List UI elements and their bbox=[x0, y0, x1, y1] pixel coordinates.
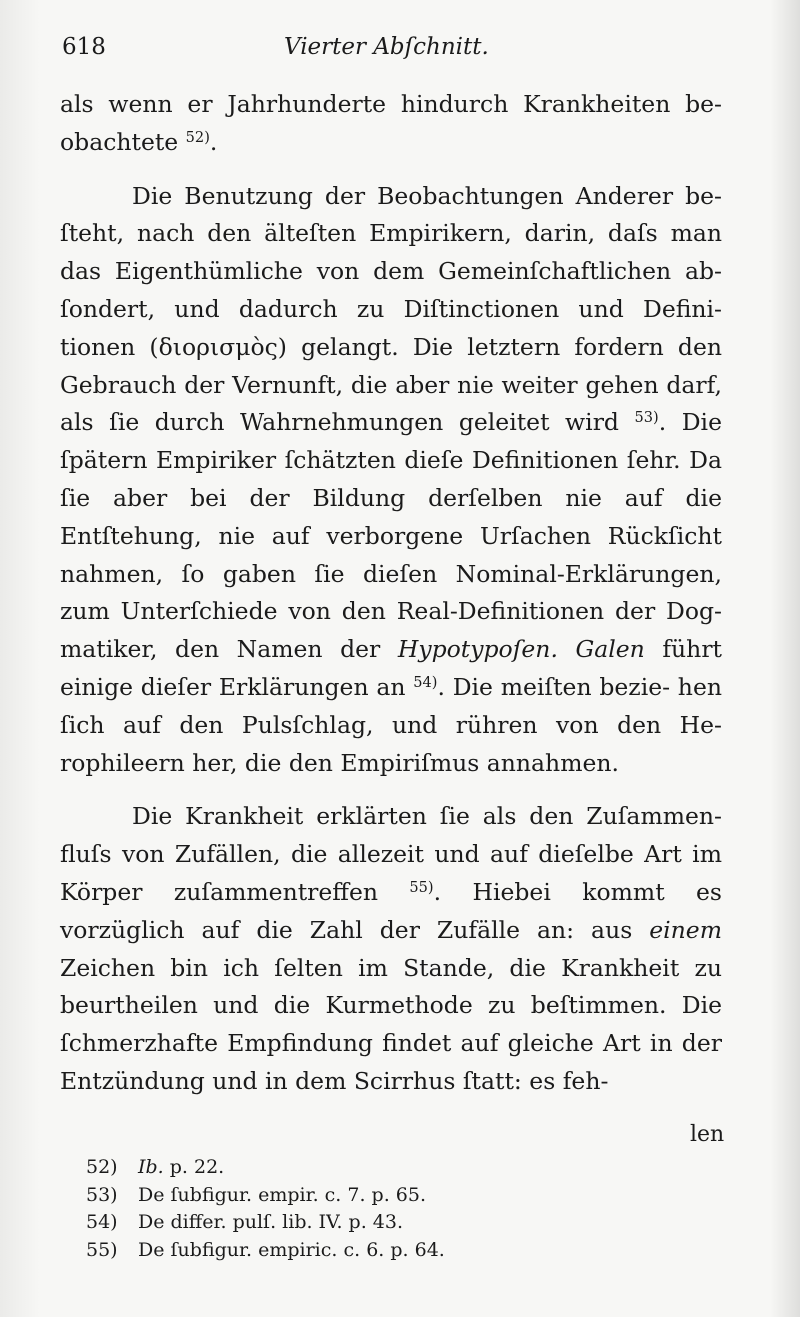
footnote bbox=[86, 1182, 646, 1210]
text-run: Die Krankheit erklärten ſie als den Zuſammen- fluſs von Zufällen, die allezeit und auf dieſelbe Art im Körper zuſammentreffen bbox=[60, 802, 722, 906]
footnote-number: 53) bbox=[86, 1183, 118, 1206]
text-run: p. 22. bbox=[163, 1156, 225, 1178]
text-run: als wenn er Jahrhunderte hindurch Krankheiten be- obachtete bbox=[60, 90, 722, 156]
footnote-reference: 53) bbox=[634, 409, 659, 427]
paragraph bbox=[60, 178, 722, 783]
text-run: Die Benutzung der Beobachtungen Anderer be- ſteht, nach den älteſten Empirikern, darin, daſs man das Eigenthümliche von dem Gemeinſchaftlichen ab- ſondert, und dadurch zu Diſtinctionen und Defini- tionen ( bbox=[60, 181, 722, 361]
text-run bbox=[558, 635, 576, 663]
footnote-number: 54) bbox=[86, 1211, 118, 1233]
text-run: Zeichen bin ich ſelten im Stande, die Krankheit zu beurtheilen und die Kurmethode zu beſtimmen. Die ſchmerzhafte Empfindung findet auf gleiche Art in der Entzündung und in dem Scirrhus ſtatt: es feh- bbox=[60, 953, 722, 1095]
text-run: ) gelangt. Die letztern fordern den Gebrauch der Vernunft, die aber nie weiter gehen darf, als ſie durch Wahrnehmungen geleitet wird bbox=[60, 332, 722, 437]
footnote-reference: 55) bbox=[409, 878, 434, 896]
running-head: Vierter Abſchnitt. bbox=[284, 34, 489, 60]
body-text bbox=[60, 86, 722, 1101]
footnote-number: 52) bbox=[86, 1156, 118, 1178]
footnote bbox=[86, 1209, 646, 1237]
footnote bbox=[86, 1154, 646, 1182]
text-run: διορισμὸς bbox=[158, 332, 278, 361]
footnote-reference: 54) bbox=[413, 673, 438, 691]
footnote bbox=[86, 1237, 646, 1265]
text-run: führt einige dieſer Erklärungen an bbox=[60, 635, 722, 701]
footnote-reference: 52) bbox=[185, 128, 210, 146]
italic-text: Hypotypoſen. bbox=[397, 635, 558, 664]
page-number: 618 bbox=[62, 34, 106, 60]
paragraph bbox=[60, 86, 722, 162]
text-run: De ſubfigur. empir. c. 7. p. 65. bbox=[138, 1183, 427, 1206]
paragraph bbox=[60, 798, 722, 1100]
text-run: De differ. pulſ. lib. IV. p. 43. bbox=[138, 1211, 403, 1233]
page-header bbox=[62, 34, 722, 70]
text-run: . Die ſpätern Empiriker ſchätzten dieſe Definitionen ſehr. Da ſie aber bei der Bildung derſelben nie auf die Entſtehung, nie auf verborgene Urſachen Rückſicht nahmen, ſo gaben ſie dieſen Nominal-Erklärungen, zum Unterſchiede von den Real-Definitionen der Dog- matiker, den Namen der bbox=[60, 408, 722, 664]
italic-text: Galen bbox=[575, 635, 645, 664]
text-run: De ſubfigur. empiric. c. 6. p. 64. bbox=[138, 1238, 445, 1261]
footnote-number: 55) bbox=[86, 1238, 118, 1261]
text-run: . Die meiſten bezie- hen ſich auf den Pulsſchlag, und rühren von den He- rophileern her, die den Empiriſmus annahmen. bbox=[60, 672, 722, 777]
text-run: . Hiebei kommt es vorzüglich auf die Zahl der Zufälle an: aus bbox=[60, 877, 722, 944]
catchword: len bbox=[690, 1122, 725, 1147]
footnotes bbox=[86, 1154, 646, 1264]
italic-text: Ib. bbox=[138, 1156, 164, 1178]
text-run: . bbox=[209, 127, 218, 156]
italic-text: einem bbox=[649, 915, 722, 944]
